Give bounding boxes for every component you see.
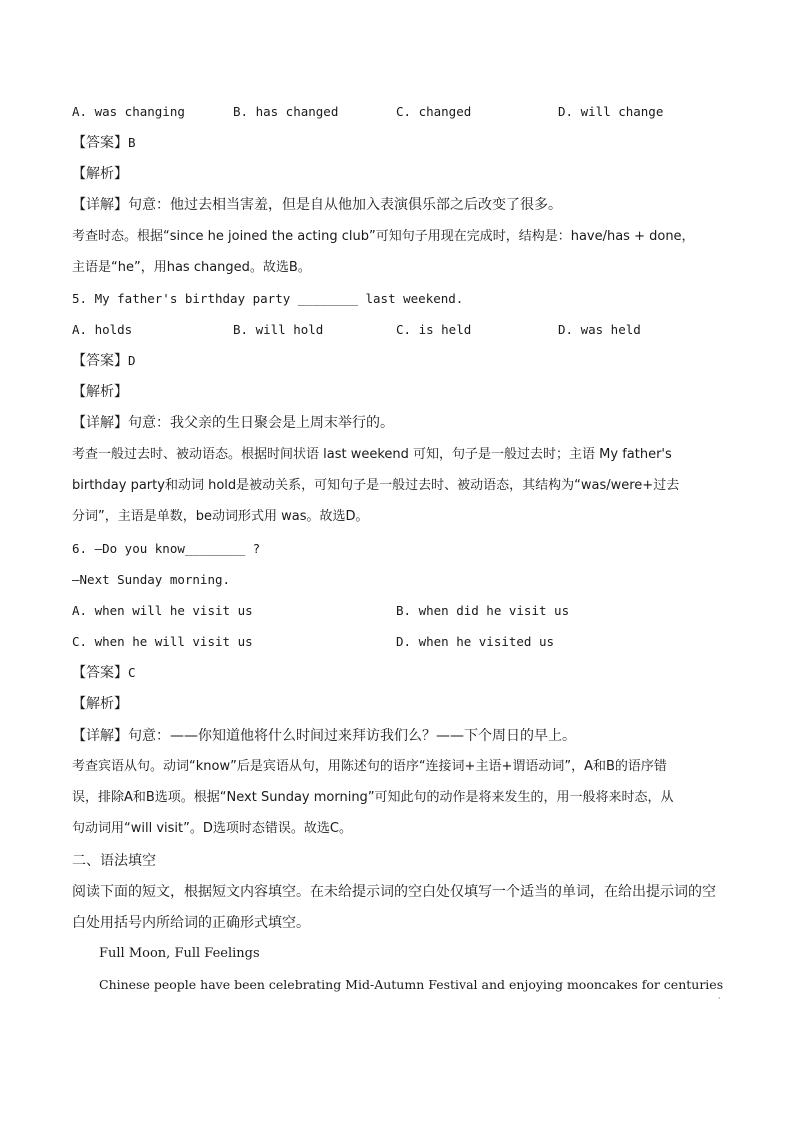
- q5-option-c: C. is held: [396, 322, 472, 337]
- q6-analysis-tag: 【解析】: [72, 696, 128, 712]
- q6-option-a: A. when will he visit us: [72, 603, 253, 618]
- section-instruction-2: 白处用括号内所给词的正确形式填空。: [72, 915, 310, 931]
- answer-tag: 【答案】: [72, 353, 128, 369]
- q6-option-c: C. when he will visit us: [72, 634, 253, 649]
- answer-value: C: [128, 665, 136, 680]
- q5-stem: 5. My father's birthday party ________ last weekend.: [72, 291, 464, 306]
- q4-option-b: B. has changed: [233, 104, 339, 119]
- q6-option-b: B. when did he visit us: [396, 603, 570, 618]
- section-instruction-1: 阅读下面的短文，根据短文内容填空。在未给提示词的空白处仅填写一个适当的单词，在给出提示词的空: [72, 884, 716, 900]
- q6-explain-3: 句动词用“will visit”。D选项时态错误。故选C。: [72, 821, 352, 836]
- q5-explain-1: 考查一般过去时、被动语态。根据时间状语 last weekend 可知，句子是一般过去时；主语 My father's: [72, 447, 672, 462]
- q5-analysis-tag: 【解析】: [72, 384, 128, 400]
- section-heading: 二、语法填空: [72, 853, 156, 869]
- answer-tag: 【答案】: [72, 135, 128, 151]
- answer-value: D: [128, 353, 136, 368]
- q4-option-c: C. changed: [396, 104, 472, 119]
- passage-line-1: Chinese people have been celebrating Mid-Autumn Festival and enjoying mooncakes for centuries: [99, 977, 724, 992]
- q5-detail: 【详解】句意：我父亲的生日聚会是上周末举行的。: [72, 415, 394, 431]
- q4-detail: 【详解】句意：他过去相当害羞，但是自从他加入表演俱乐部之后改变了很多。: [72, 197, 562, 213]
- q6-explain-2: 误，排除A和B选项。根据“Next Sunday morning”可知此句的动作是将来发生的，用一般将来时态，从: [72, 790, 674, 805]
- q6-answer-line: [72, 663, 136, 684]
- q4-explain-1: 考查时态。根据“since he joined the acting club”可知句子用现在完成时，结构是：have/has + done，: [72, 229, 695, 244]
- q6-stem: 6. —Do you know________ ?: [72, 541, 261, 556]
- answer-tag: 【答案】: [72, 665, 128, 681]
- q5-explain-3: 分词”，主语是单数，be动词形式用 was。故选D。: [72, 509, 369, 524]
- q6-option-d: D. when he visited us: [396, 634, 555, 649]
- passage-title: Full Moon, Full Feelings: [99, 946, 260, 961]
- q6-detail: 【详解】句意：——你知道他将什么时间过来拜访我们么？——下个周日的早上。: [72, 728, 576, 744]
- q4-answer-line: [72, 133, 136, 154]
- q6-explain-1: 考查宾语从句。动词“know”后是宾语从句，用陈述句的语序“连接词+主语+谓语动词”，A和B的语序错: [72, 759, 667, 774]
- answer-value: B: [128, 135, 136, 150]
- q5-option-a: A. holds: [72, 322, 133, 337]
- q5-option-b: B. will hold: [233, 322, 324, 337]
- q5-explain-2: birthday party和动词 hold是被动关系，可知句子是一般过去时、被动语态，其结构为“was/were+过去: [72, 478, 680, 493]
- q4-option-a: A. was changing: [72, 104, 185, 119]
- q4-option-d: D. will change: [558, 104, 664, 119]
- q5-answer-line: [72, 351, 136, 372]
- q4-explain-2: 主语是“he”，用has changed。故选B。: [72, 260, 311, 275]
- page-mark: ·: [718, 994, 721, 1003]
- q6-reply: —Next Sunday morning.: [72, 572, 231, 587]
- q4-analysis-tag: 【解析】: [72, 166, 128, 182]
- q5-option-d: D. was held: [558, 322, 641, 337]
